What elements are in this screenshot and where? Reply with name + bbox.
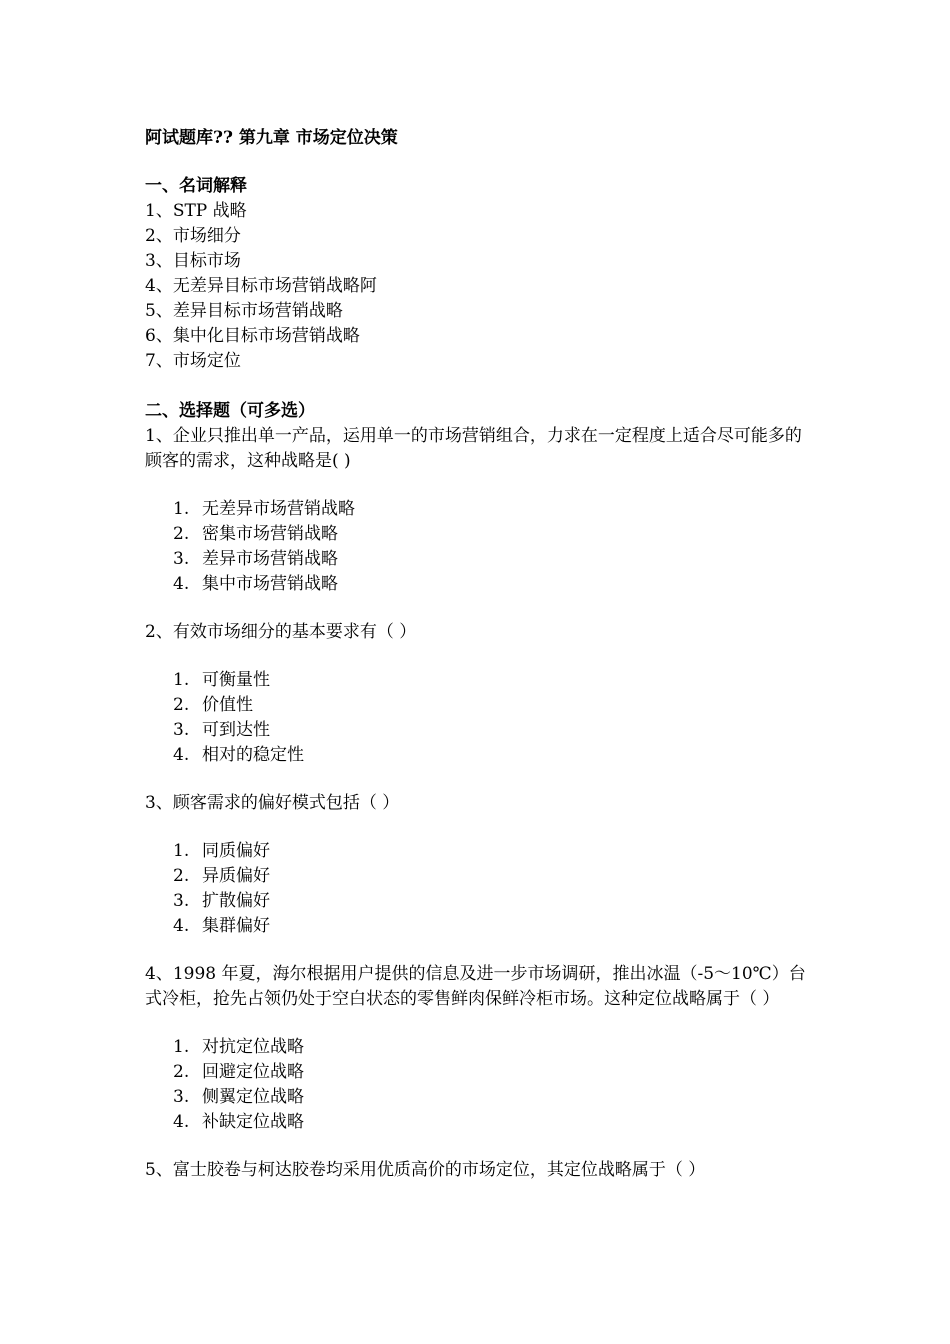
- option-label: 回避定位战略: [202, 1062, 304, 1082]
- option-label: 扩散偏好: [202, 891, 270, 911]
- option-item: 3. 差异市场营销战略: [173, 549, 338, 569]
- option-list: [145, 497, 825, 597]
- option-label: 相对的稳定性: [202, 745, 304, 765]
- option-item: 2. 密集市场营销战略: [173, 524, 338, 544]
- option-item: 2. 价值性: [173, 695, 253, 715]
- option-label: 异质偏好: [202, 866, 270, 886]
- option-list: [145, 1035, 825, 1135]
- term-item: 5、差异目标市场营销战略: [145, 301, 343, 321]
- term-item: 7、市场定位: [145, 351, 241, 371]
- option-label: 价值性: [202, 695, 253, 715]
- option-label: 密集市场营销战略: [202, 524, 338, 544]
- option-item: 3. 侧翼定位战略: [173, 1087, 304, 1107]
- option-label: 集群偏好: [202, 916, 270, 936]
- option-label: 可到达性: [202, 720, 270, 740]
- section-heading-choice: 二、选择题（可多选）: [145, 401, 315, 421]
- option-item: 4. 补缺定位战略: [173, 1112, 304, 1132]
- option-label: 可衡量性: [202, 670, 270, 690]
- option-item: 4. 相对的稳定性: [173, 745, 304, 765]
- term-item: 3、目标市场: [145, 251, 241, 271]
- term-item: 2、市场细分: [145, 226, 241, 246]
- option-label: 对抗定位战略: [202, 1037, 304, 1057]
- document-title: 阿试题库?? 第九章 市场定位决策: [145, 128, 398, 148]
- option-item: 1. 可衡量性: [173, 670, 270, 690]
- term-item: 4、无差异目标市场营销战略阿: [145, 276, 377, 296]
- term-item: 6、集中化目标市场营销战略: [145, 326, 360, 346]
- option-item: 1. 同质偏好: [173, 841, 270, 861]
- terms-list: [145, 199, 825, 374]
- option-item: 3. 扩散偏好: [173, 891, 270, 911]
- option-label: 同质偏好: [202, 841, 270, 861]
- option-list: [145, 668, 825, 768]
- section-heading-terms: 一、名词解释: [145, 176, 247, 196]
- option-item: 3. 可到达性: [173, 720, 270, 740]
- option-item: 4. 集群偏好: [173, 916, 270, 936]
- question-text: 3、顾客需求的偏好模式包括（ ）: [145, 793, 400, 813]
- option-label: 侧翼定位战略: [202, 1087, 304, 1107]
- option-item: 4. 集中市场营销战略: [173, 574, 338, 594]
- question-text: 4、1998 年夏，海尔根据用户提供的信息及进一步市场调研，推出冰温（-5～10℃）台式冷柜，抢先占领仍处于空白状态的零售鲜肉保鲜冷柜市场。这种定位战略属于（ ）: [145, 964, 806, 1009]
- term-item: 1、STP 战略: [145, 201, 247, 221]
- question-text: 1、企业只推出单一产品，运用单一的市场营销组合，力求在一定程度上适合尽可能多的顾客的需求，这种战略是( ): [145, 426, 802, 471]
- document-page: [145, 126, 825, 1183]
- option-label: 补缺定位战略: [202, 1112, 304, 1132]
- option-list: [145, 839, 825, 939]
- option-item: 1. 无差异市场营销战略: [173, 499, 355, 519]
- option-item: 1. 对抗定位战略: [173, 1037, 304, 1057]
- question-text: 2、有效市场细分的基本要求有（ ）: [145, 622, 417, 642]
- option-label: 集中市场营销战略: [202, 574, 338, 594]
- option-item: 2. 回避定位战略: [173, 1062, 304, 1082]
- option-label: 差异市场营销战略: [202, 549, 338, 569]
- option-label: 无差异市场营销战略: [202, 499, 355, 519]
- option-item: 2. 异质偏好: [173, 866, 270, 886]
- question-text: 5、富士胶卷与柯达胶卷均采用优质高价的市场定位，其定位战略属于（ ）: [145, 1160, 706, 1180]
